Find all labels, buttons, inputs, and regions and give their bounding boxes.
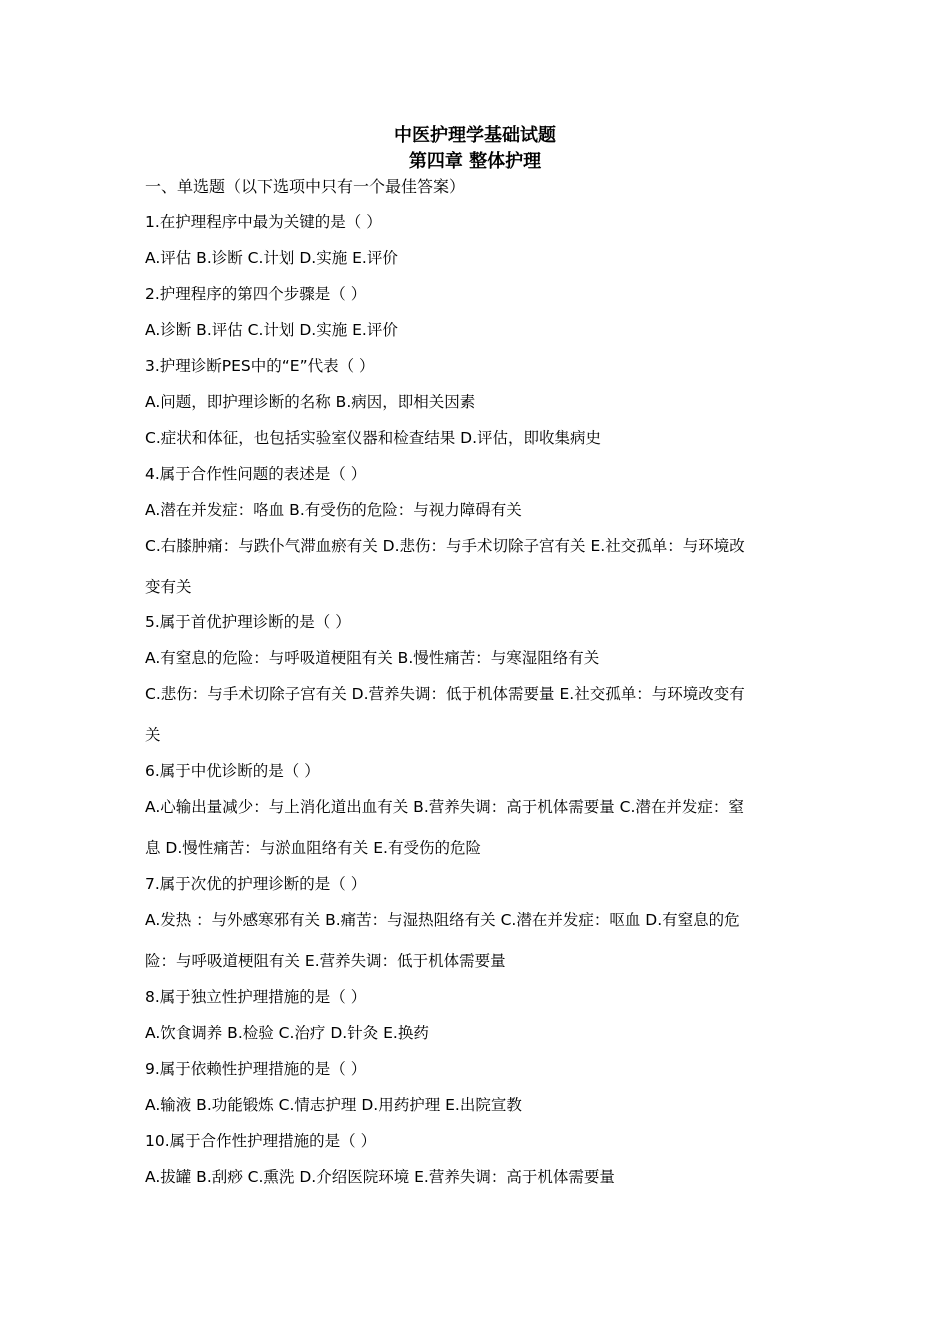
question-2: 2.护理程序的第四个步骤是（ ）: [145, 285, 367, 303]
question-4-options-line-1: A.潜在并发症：咯血 B.有受伤的危险：与视力障碍有关: [145, 501, 522, 519]
question-6: 6.属于中优诊断的是（ ）: [145, 762, 320, 780]
chapter-title: 第四章 整体护理: [408, 151, 542, 172]
question-8: 8.属于独立性护理措施的是（ ）: [145, 988, 367, 1006]
question-1-options: A.评估 B.诊断 C.计划 D.实施 E.评价: [145, 249, 398, 267]
question-6-options-line-1: A.心输出量减少：与上消化道出血有关 B.营养失调：高于机体需要量 C.潜在并发症：窒: [145, 798, 744, 816]
question-2-options: A.诊断 B.评估 C.计划 D.实施 E.评价: [145, 321, 398, 339]
question-8-options: A.饮食调养 B.检验 C.治疗 D.针灸 E.换药: [145, 1024, 429, 1042]
question-5-options-line-3: 关: [145, 726, 161, 744]
question-3-options-line-2: C.症状和体征，也包括实验室仪器和检查结果 D.评估，即收集病史: [145, 429, 602, 447]
question-4: 4.属于合作性问题的表述是（ ）: [145, 465, 367, 483]
question-1: 1.在护理程序中最为关键的是（ ）: [145, 213, 382, 231]
question-7: 7.属于次优的护理诊断的是（ ）: [145, 875, 367, 893]
question-5-options-line-2: C.悲伤：与手术切除子宫有关 D.营养失调：低于机体需要量 E.社交孤单：与环境改变有: [145, 685, 745, 703]
question-4-options-line-3: 变有关: [145, 578, 192, 596]
question-7-options-line-2: 险：与呼吸道梗阻有关 E.营养失调：低于机体需要量: [145, 952, 506, 970]
question-5-options-line-1: A.有窒息的危险：与呼吸道梗阻有关 B.慢性痛苦：与寒湿阻络有关: [145, 649, 600, 667]
question-6-options-line-2: 息 D.慢性痛苦：与淤血阻络有关 E.有受伤的危险: [145, 839, 481, 857]
question-5: 5.属于首优护理诊断的是（ ）: [145, 613, 351, 631]
question-9: 9.属于依赖性护理措施的是（ ）: [145, 1060, 367, 1078]
section-heading: 一、单选题（以下选项中只有一个最佳答案）: [145, 177, 466, 196]
question-9-options: A.输液 B.功能锻炼 C.情志护理 D.用药护理 E.出院宣教: [145, 1096, 522, 1114]
document-title: 中医护理学基础试题: [394, 125, 556, 146]
question-3: 3.护理诊断PES中的“E”代表（ ）: [145, 357, 375, 375]
question-10: 10.属于合作性护理措施的是（ ）: [145, 1132, 377, 1150]
question-7-options-line-1: A.发热 ：与外感寒邪有关 B.痛苦：与湿热阻络有关 C.潜在并发症：呕血 D.有窒息的危: [145, 911, 740, 929]
question-4-options-line-2: C.右膝肿痛：与跌仆气滞血瘀有关 D.悲伤：与手术切除子宫有关 E.社交孤单：与环境改: [145, 537, 745, 555]
question-3-options-line-1: A.问题，即护理诊断的名称 B.病因，即相关因素: [145, 393, 476, 411]
question-10-options: A.拔罐 B.刮痧 C.熏洗 D.介绍医院环境 E.营养失调：高于机体需要量: [145, 1168, 615, 1186]
